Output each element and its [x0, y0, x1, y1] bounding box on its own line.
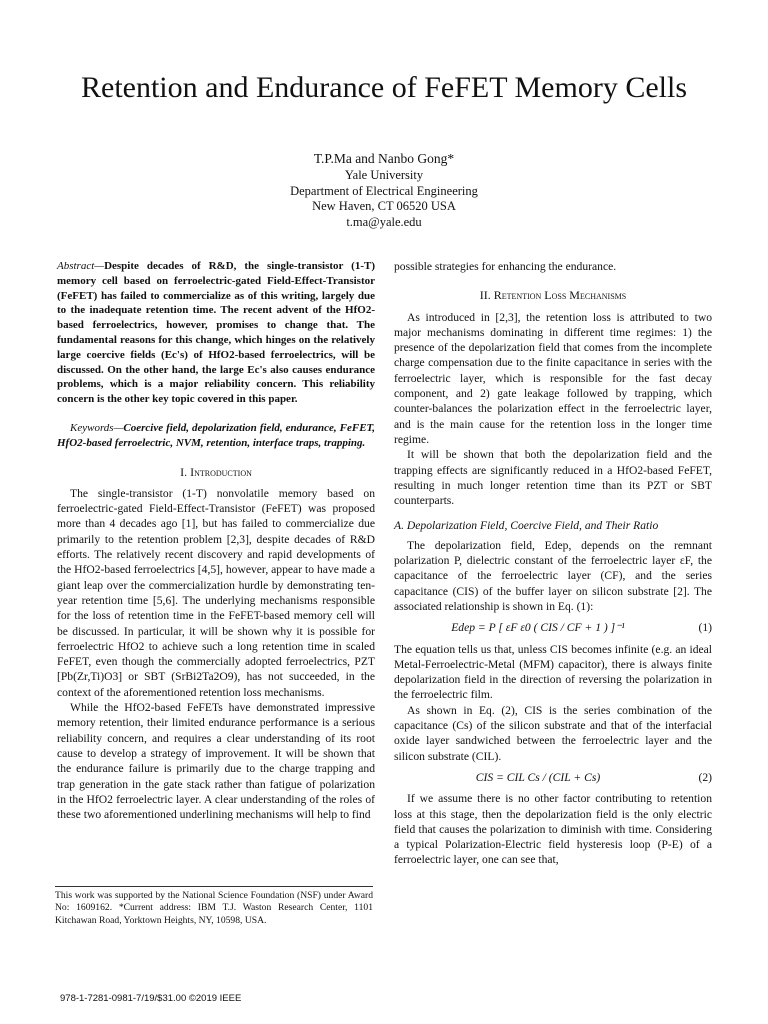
left-column [57, 259, 375, 822]
keywords-lead: Keywords— [70, 421, 124, 434]
introduction-heading: I. Introduction [180, 464, 252, 479]
affiliation-address: New Haven, CT 06520 USA [312, 199, 456, 214]
equation-2-body: CIS = CIL Cs / (CIL + Cs) [475, 770, 601, 784]
abstract-lead: Abstract— [57, 260, 105, 272]
author-block [0, 150, 768, 230]
retention-heading: II. Retention Loss Mechanisms [479, 288, 627, 303]
depolarization-paragraph-1: The depolarization field, Edep, depends on the remnant polarization P, dielectric constant of the ferroelectric layer εF, the capacitance of the ferroelectric layer (CF), and the series capacitance (CIS) of the buffer layer on silicon substrate [2]. The associated relationship is shown in Eq. (1): [394, 538, 712, 613]
subsection-a-heading: A. Depolarization Field, Coercive Field, and Their Ratio [394, 519, 659, 533]
depolarization-paragraph-2: The equation tells us that, unless CIS becomes infinite (e.g. an ideal Metal-Ferroelectric-Metal (MFM) capacitor), there is always finite depolarization field in the direction of reversing the polarization in the ferroelectric film. [394, 642, 712, 702]
affiliation-university: Yale University [344, 168, 424, 182]
keywords [57, 421, 375, 451]
intro-paragraph-1: The single-transistor (1-T) nonvolatile memory based on ferroelectric-gated Field-Effect-Transistor (FeFET) was proposed more than 4 decades ago [1], but has failed to commercialize due primarily to the retention problem [2,3], despite decades of R&D efforts. The relatively recent discovery and rapid developments of the HfO2-based ferroelectrics [4,5], however, appear to have made a giant leap over the commercialization hurdle by demonstrating ten-year retention time [5,6]. The underlying mechanisms responsible for the loss of retention time in the FeFET-based memory cell will be discussed. In particular, it will be shown why it is possible for ferroelectric HfO2 to achieve such a long retention time in scaled FeFET, even though the commercially adopted ferroelectrics, PZT [Pb(Zr,Ti)O3] or SBT (SrBi2Ta2O9), has not succeeded, in the context of the aforementioned retention loss mechanisms. [57, 486, 375, 699]
equation-2-number: (2) [698, 770, 712, 784]
affiliation-department: Department of Electrical Engineering [290, 183, 478, 198]
equation-2 [394, 770, 712, 785]
abstract-text: Despite decades of R&D, the single-transistor (1-T) memory cell based on ferroelectric-gated Field-Effect-Transistor (FeFET) has failed to commercialize as of this writing, largely due to the inadequate retention time. The recent advent of the HfO2-based ferroelectrics, however, promises to change that. The fundamental reasons for this change, which hinges on the relatively large coercive fields (Ec's) of HfO2-based ferroelectrics, will be discussed. On the other hand, the large Ec's also causes endurance problems, which is a major reliability concern. This reliability concern is the other key topic covered in this paper. [57, 260, 375, 406]
retention-paragraph-2: It will be shown that both the depolarization field and the trapping effects are significantly reduced in a HfO2-based FeFET, resulting in much longer retention time than its PZT or SBT counterparts. [394, 448, 712, 508]
depolarization-paragraph-4: If we assume there is no other factor contributing to retention loss at this stage, then the depolarization field is the only electric field that causes the polarization to diminish with time. Considering a typical Polarization-Electric field hysteresis loop (P-E) of a ferroelectric layer, one can see that, [394, 792, 712, 867]
funding-footnote: This work was supported by the National Science Foundation (NSF) under Award No: 1609162. *Current address: IBM T.J. Waston Research Center, 1101 Kitchawan Road, Yorktown Heights, NY, 10598, USA. [55, 886, 373, 927]
keywords-text: Coercive field, depolarization field, endurance, FeFET, HfO2-based ferroelectric, NVM, retention, interface traps, trapping. [57, 421, 375, 449]
depolarization-paragraph-3: As shown in Eq. (2), CIS is the series combination of the capacitance (Cs) of the silicon substrate and that of the interfacial oxide layer sandwiched between the ferroelectric layer and the silicon substrate (CIL). [394, 703, 712, 763]
right-column [394, 259, 712, 868]
intro-paragraph-2: While the HfO2-based FeFETs have demonstrated impressive memory retention, their limited endurance performance is a serious reliability concern, and requires a clear understanding of its root cause to develop a strategy of improvement. It will be shown that the endurance failure is primarily due to the charge trapping and trap generation in the gate stack rather than fatigue of polarization in the HfO2 ferroelectric layer. A clear understanding of the roles of these two aforementioned underlining mechanisms will help to find [57, 701, 375, 822]
equation-1-body: Edep = P [ εF ε0 ( CIS / CF + 1 ) ]⁻¹ [451, 621, 625, 635]
author-email: t.ma@yale.edu [346, 214, 422, 229]
retention-paragraph-1: As introduced in [2,3], the retention loss is attributed to two major mechanisms dominating in different time regimes: 1) the presence of the depolarization field that comes from the incomplete charge compensation due to the finite capacitance in series with the ferroelectric layer, which is responsible for the fast decay component, and 2) gate leakage followed by trapping, which counter-balances the polarization effect in the ferroelectric layer, and is the main cause for the retention loss in the longer time regime. [394, 310, 712, 446]
equation-1-number: (1) [698, 621, 712, 635]
right-paragraph-continuation: possible strategies for enhancing the endurance. [394, 260, 617, 273]
copyright-line: 978-1-7281-0981-7/19/$31.00 ©2019 IEEE [60, 993, 242, 1004]
author-names: T.P.Ma and Nanbo Gong* [313, 151, 455, 166]
equation-1 [394, 620, 712, 635]
paper-title: Retention and Endurance of FeFET Memory Cells [81, 71, 687, 104]
abstract [57, 259, 375, 407]
